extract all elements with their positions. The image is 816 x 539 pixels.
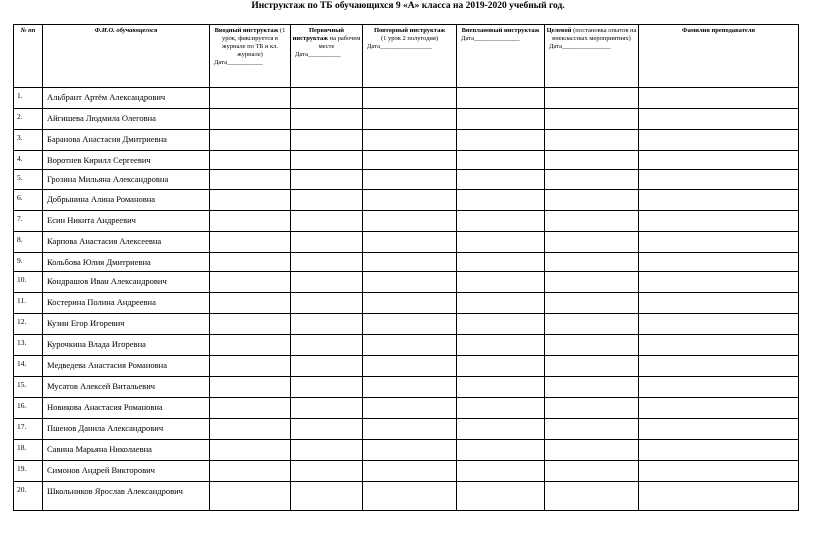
empty-cell[interactable] [210, 151, 291, 170]
table-row [14, 461, 799, 482]
table-row [14, 109, 799, 130]
table-row [14, 88, 799, 109]
row-number: 1. [14, 88, 43, 109]
student-name: Айгишева Людмила Олеговна [43, 109, 210, 130]
table-row [14, 272, 799, 293]
empty-cell[interactable] [291, 253, 363, 272]
table-row [14, 211, 799, 232]
empty-cell[interactable] [291, 88, 363, 109]
empty-cell[interactable] [291, 293, 363, 314]
header-primary-title: Первичный инструктаж [292, 27, 345, 42]
table-row [14, 130, 799, 151]
empty-cell[interactable] [545, 253, 639, 272]
row-number: 14. [14, 356, 43, 377]
empty-cell[interactable] [210, 356, 291, 377]
empty-cell[interactable] [457, 272, 545, 293]
empty-cell[interactable] [639, 419, 799, 440]
student-name: Медведева Анастасия Романовна [43, 356, 210, 377]
student-name: Костерина Полина Андреевна [43, 293, 210, 314]
empty-cell[interactable] [291, 170, 363, 190]
empty-cell[interactable] [363, 293, 457, 314]
header-target-date: Дата_______________ [549, 43, 611, 50]
empty-cell[interactable] [363, 130, 457, 151]
empty-cell[interactable] [639, 440, 799, 461]
empty-cell[interactable] [545, 398, 639, 419]
empty-cell[interactable] [457, 461, 545, 482]
empty-cell[interactable] [639, 130, 799, 151]
empty-cell[interactable] [457, 130, 545, 151]
empty-cell[interactable] [457, 419, 545, 440]
table-row [14, 314, 799, 335]
empty-cell[interactable] [291, 151, 363, 170]
empty-cell[interactable] [363, 377, 457, 398]
empty-cell[interactable] [291, 314, 363, 335]
student-name: Кузин Егор Игоревич [43, 314, 210, 335]
empty-cell[interactable] [457, 151, 545, 170]
header-intro-date: Дата___________ [214, 59, 263, 66]
table-row [14, 377, 799, 398]
row-number: 9. [14, 253, 43, 272]
empty-cell[interactable] [545, 356, 639, 377]
empty-cell[interactable] [639, 109, 799, 130]
empty-cell[interactable] [457, 356, 545, 377]
empty-cell[interactable] [545, 335, 639, 356]
header-repeat-title: Повторный инструктаж [373, 27, 446, 34]
table-row [14, 151, 799, 170]
empty-cell[interactable] [363, 151, 457, 170]
header-unplanned [457, 25, 545, 88]
empty-cell[interactable] [639, 211, 799, 232]
row-number: 11. [14, 293, 43, 314]
empty-cell[interactable] [457, 88, 545, 109]
header-repeat-date: Дата________________ [367, 43, 432, 50]
empty-cell[interactable] [639, 398, 799, 419]
student-name: Кондрашов Иван Александрович [43, 272, 210, 293]
header-fio: Ф.И.О. обучающегося [43, 25, 210, 88]
empty-cell[interactable] [457, 398, 545, 419]
empty-cell[interactable] [210, 130, 291, 151]
empty-cell[interactable] [210, 190, 291, 211]
empty-cell[interactable] [210, 232, 291, 253]
empty-cell[interactable] [363, 398, 457, 419]
header-target-title: Целевой [546, 27, 572, 34]
empty-cell[interactable] [291, 419, 363, 440]
empty-cell[interactable] [210, 398, 291, 419]
empty-cell[interactable] [457, 211, 545, 232]
empty-cell[interactable] [291, 398, 363, 419]
empty-cell[interactable] [457, 190, 545, 211]
empty-cell[interactable] [639, 377, 799, 398]
header-row [14, 25, 799, 88]
empty-cell[interactable] [210, 109, 291, 130]
row-number: 10. [14, 272, 43, 293]
empty-cell[interactable] [210, 253, 291, 272]
header-intro-desc: (1 урок, фиксируется в журнале по ТБ и кл. журнале) [222, 27, 286, 58]
empty-cell[interactable] [457, 440, 545, 461]
table-row [14, 293, 799, 314]
empty-cell[interactable] [639, 356, 799, 377]
empty-cell[interactable] [639, 272, 799, 293]
empty-cell[interactable] [291, 190, 363, 211]
empty-cell[interactable] [639, 170, 799, 190]
row-number: 4. [14, 151, 43, 170]
empty-cell[interactable] [545, 293, 639, 314]
empty-cell[interactable] [457, 482, 545, 511]
student-name: Школьников Ярослав Александрович [43, 482, 210, 511]
empty-cell[interactable] [363, 109, 457, 130]
empty-cell[interactable] [457, 232, 545, 253]
empty-cell[interactable] [545, 130, 639, 151]
empty-cell[interactable] [545, 151, 639, 170]
student-name: Добрынина Алина Романовна [43, 190, 210, 211]
empty-cell[interactable] [639, 335, 799, 356]
empty-cell[interactable] [210, 419, 291, 440]
empty-cell[interactable] [363, 314, 457, 335]
table-row [14, 335, 799, 356]
empty-cell[interactable] [363, 272, 457, 293]
empty-cell[interactable] [639, 461, 799, 482]
empty-cell[interactable] [291, 440, 363, 461]
empty-cell[interactable] [210, 293, 291, 314]
empty-cell[interactable] [545, 109, 639, 130]
student-name: Кольбова Юлия Дмитриевна [43, 253, 210, 272]
empty-cell[interactable] [457, 293, 545, 314]
empty-cell[interactable] [210, 440, 291, 461]
header-primary-desc: на рабочем месте [318, 35, 361, 50]
student-name: Курочкина Влада Игоревна [43, 335, 210, 356]
header-intro [210, 25, 291, 88]
row-number: 3. [14, 130, 43, 151]
row-number: 20. [14, 482, 43, 511]
row-number: 19. [14, 461, 43, 482]
empty-cell[interactable] [545, 88, 639, 109]
empty-cell[interactable] [363, 170, 457, 190]
student-name: Савина Марьяна Николаевна [43, 440, 210, 461]
header-unplanned-date: Дата______________ [461, 35, 520, 42]
empty-cell[interactable] [210, 335, 291, 356]
row-number: 2. [14, 109, 43, 130]
header-unplanned-title: Внеплановый инструктаж [461, 27, 540, 34]
empty-cell[interactable] [363, 461, 457, 482]
empty-cell[interactable] [639, 482, 799, 511]
empty-cell[interactable] [291, 211, 363, 232]
empty-cell[interactable] [363, 88, 457, 109]
empty-cell[interactable] [545, 232, 639, 253]
empty-cell[interactable] [363, 211, 457, 232]
empty-cell[interactable] [363, 232, 457, 253]
student-name: Симонов Андрей Викторович [43, 461, 210, 482]
table-row [14, 482, 799, 511]
row-number: 16. [14, 398, 43, 419]
empty-cell[interactable] [291, 482, 363, 511]
student-name: Пшенов Данила Александрович [43, 419, 210, 440]
header-repeat-desc: (1 урок 2 полугодия) [380, 35, 439, 42]
row-number: 15. [14, 377, 43, 398]
empty-cell[interactable] [291, 130, 363, 151]
student-name: Альбрант Артём Александрович [43, 88, 210, 109]
empty-cell[interactable] [545, 272, 639, 293]
empty-cell[interactable] [545, 482, 639, 511]
empty-cell[interactable] [457, 314, 545, 335]
empty-cell[interactable] [210, 88, 291, 109]
empty-cell[interactable] [457, 377, 545, 398]
empty-cell[interactable] [363, 356, 457, 377]
student-name: Карпова Анастасия Алексеевна [43, 232, 210, 253]
page-title: Инструктаж по ТБ обучающихся 9 «А» класса на 2019-2020 учебный год. [251, 1, 565, 11]
empty-cell[interactable] [291, 109, 363, 130]
safety-briefing-table [13, 24, 799, 511]
student-name: Грозина Мильяна Александровна [43, 170, 210, 190]
empty-cell[interactable] [639, 232, 799, 253]
empty-cell[interactable] [210, 170, 291, 190]
empty-cell[interactable] [363, 482, 457, 511]
empty-cell[interactable] [363, 253, 457, 272]
empty-cell[interactable] [457, 253, 545, 272]
header-primary [291, 25, 363, 88]
header-repeat [363, 25, 457, 88]
empty-cell[interactable] [291, 232, 363, 253]
empty-cell[interactable] [210, 377, 291, 398]
empty-cell[interactable] [210, 482, 291, 511]
header-primary-date: Дата__________ [295, 51, 341, 58]
empty-cell[interactable] [639, 190, 799, 211]
table-row [14, 419, 799, 440]
empty-cell[interactable] [363, 190, 457, 211]
student-name: Мусатов Алексей Витальевич [43, 377, 210, 398]
empty-cell[interactable] [639, 314, 799, 335]
empty-cell[interactable] [545, 211, 639, 232]
table-row [14, 440, 799, 461]
row-number: 18. [14, 440, 43, 461]
empty-cell[interactable] [545, 440, 639, 461]
empty-cell[interactable] [363, 335, 457, 356]
empty-cell[interactable] [291, 335, 363, 356]
row-number: 6. [14, 190, 43, 211]
empty-cell[interactable] [457, 109, 545, 130]
empty-cell[interactable] [363, 440, 457, 461]
row-number: 13. [14, 335, 43, 356]
row-number: 8. [14, 232, 43, 253]
empty-cell[interactable] [545, 419, 639, 440]
table-row [14, 170, 799, 190]
empty-cell[interactable] [639, 151, 799, 170]
empty-cell[interactable] [639, 253, 799, 272]
row-number: 7. [14, 211, 43, 232]
empty-cell[interactable] [545, 461, 639, 482]
student-name: Воротнев Кирилл Сергеевич [43, 151, 210, 170]
row-number: 5. [14, 170, 43, 190]
empty-cell[interactable] [210, 272, 291, 293]
empty-cell[interactable] [545, 170, 639, 190]
empty-cell[interactable] [210, 314, 291, 335]
header-teacher: Фамилия преподавателя [639, 25, 799, 88]
row-number: 17. [14, 419, 43, 440]
table-row [14, 253, 799, 272]
empty-cell[interactable] [291, 377, 363, 398]
table-row [14, 398, 799, 419]
empty-cell[interactable] [639, 88, 799, 109]
empty-cell[interactable] [291, 272, 363, 293]
student-name: Баранова Анастасия Дмитриевна [43, 130, 210, 151]
empty-cell[interactable] [639, 293, 799, 314]
table-row [14, 232, 799, 253]
row-number: 12. [14, 314, 43, 335]
empty-cell[interactable] [210, 461, 291, 482]
table-row [14, 356, 799, 377]
header-target-desc: (постановка опытов на внеклассных мероприятиях) [552, 27, 637, 42]
empty-cell[interactable] [291, 461, 363, 482]
table-row [14, 190, 799, 211]
student-name: Есин Никита Андреевич [43, 211, 210, 232]
header-num: № пп [14, 25, 43, 88]
empty-cell[interactable] [545, 190, 639, 211]
empty-cell[interactable] [457, 335, 545, 356]
empty-cell[interactable] [291, 356, 363, 377]
empty-cell[interactable] [210, 211, 291, 232]
header-intro-title: Вводный инструктаж [214, 27, 279, 34]
empty-cell[interactable] [457, 170, 545, 190]
empty-cell[interactable] [545, 377, 639, 398]
empty-cell[interactable] [363, 419, 457, 440]
header-target [545, 25, 639, 88]
student-name: Новикова Анастасия Романовна [43, 398, 210, 419]
empty-cell[interactable] [545, 314, 639, 335]
